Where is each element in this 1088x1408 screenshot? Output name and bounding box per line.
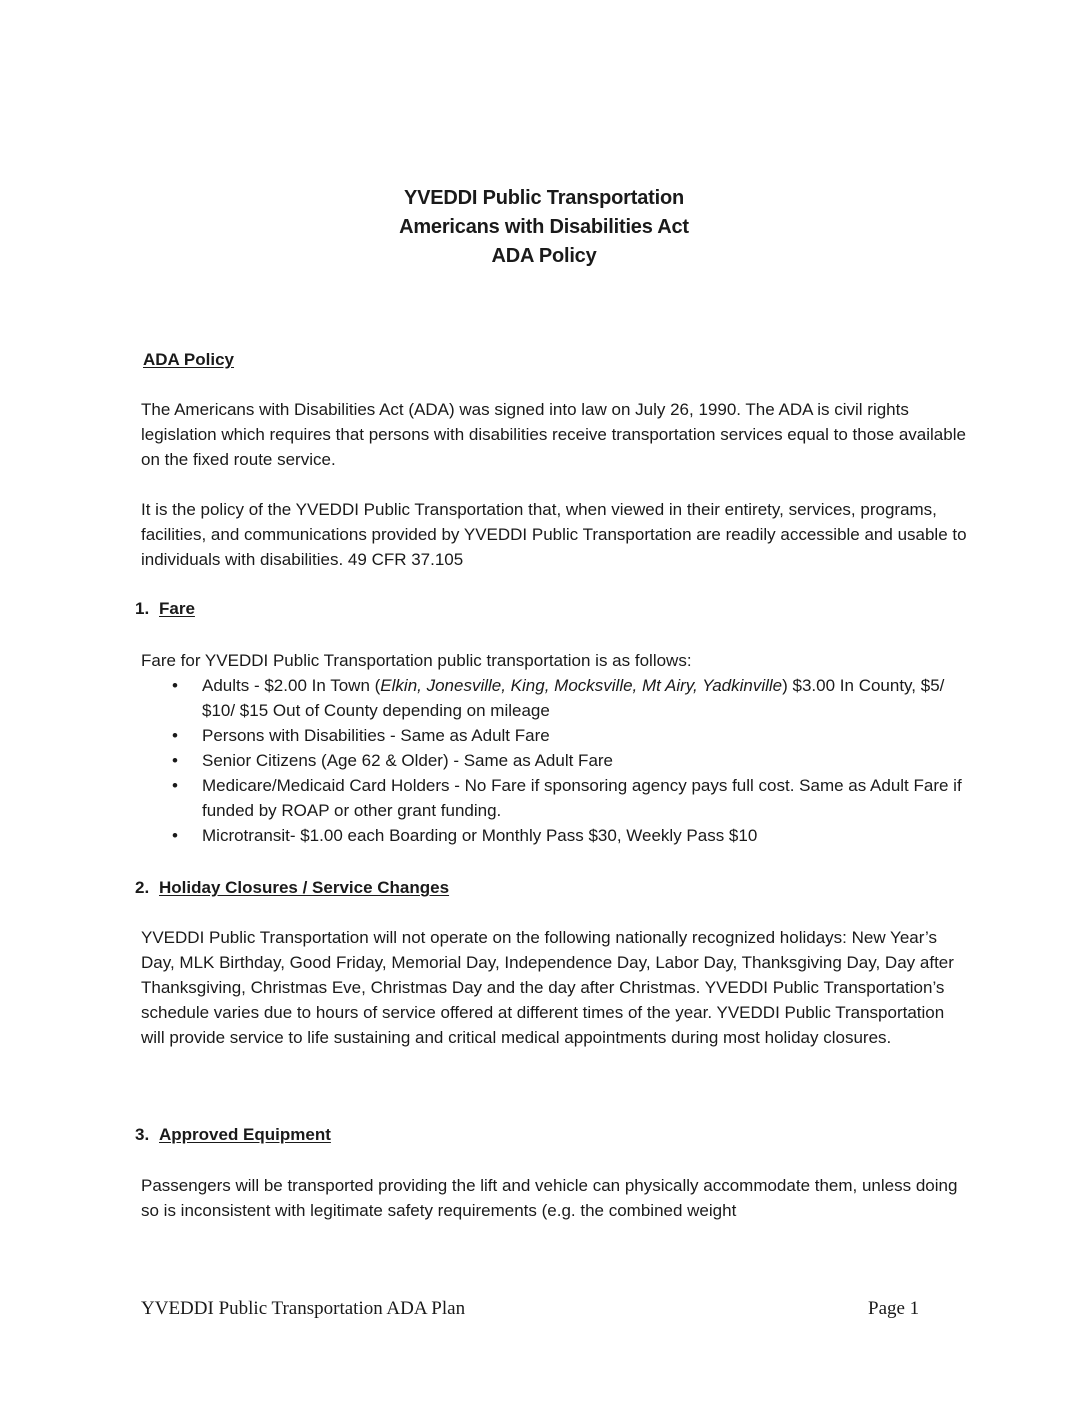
fare-heading-text: Fare [159,599,195,618]
footer-document-name: YVEDDI Public Transportation ADA Plan [141,1298,466,1319]
fare-medicare-text: Medicare/Medicaid Card Holders - No Fare if sponsoring agency pays full cost. Same as Adult Fare if funded by ROAP or other grant funding. [202,776,962,820]
fare-item-medicare [170,773,980,823]
fare-item-microtransit [170,823,980,848]
fare-intro: Fare for YVEDDI Public Transportation public transportation is as follows: [141,651,692,670]
ada-policy-heading-text: ADA Policy [143,350,235,369]
fare-item-adults [170,673,980,723]
title-line-3: ADA Policy [491,245,597,267]
fare-microtransit-text: Microtransit- $1.00 each Boarding or Monthly Pass $30, Weekly Pass $10 [202,826,758,845]
bullet-icon: • [172,726,178,745]
fare-adults-towns: Elkin, Jonesville, King, Mocksville, Mt Airy, Yadkinville [380,676,783,695]
footer-page-number: Page 1 [868,1298,920,1319]
fare-disabilities-text: Persons with Disabilities - Same as Adult Fare [202,726,550,745]
holiday-number: 2. [135,878,150,897]
fare-seniors-text: Senior Citizens (Age 62 & Older) - Same as Adult Fare [202,751,614,770]
bullet-icon: • [172,751,178,770]
fare-adults-prefix: Adults - $2.00 In Town ( [202,676,381,695]
fare-list [170,673,980,848]
bullet-icon: • [172,776,178,795]
bullet-icon: • [172,676,178,695]
ada-policy-heading [143,349,234,371]
holiday-heading-text: Holiday Closures / Service Changes [159,878,450,897]
ada-policy-paragraph-1: The Americans with Disabilities Act (ADA) was signed into law on July 26, 1990. The ADA is civil rights legislation which requires that persons with disabilities receive transportation services equal to those available on the fixed route service. [141,400,966,469]
holiday-paragraph: YVEDDI Public Transportation will not operate on the following nationally recognized holidays: New Year’s Day, MLK Birthday, Good Friday, Memorial Day, Independence Day, Labor Day, Thanksgiving Day, Day after Thanksgiving, Christmas Eve, Christmas Day and the day after Christmas. YVEDDI Public Transportation’s schedule varies due to hours of service offered at different times of the year. YVEDDI Public Transportation will provide service to life sustaining and critical medical appointments during most holiday closures. [141,928,954,1047]
document-title [0,184,1088,271]
holiday-heading [135,877,449,899]
fare-item-disabilities [170,723,980,748]
equipment-number: 3. [135,1125,150,1144]
equipment-heading-text: Approved Equipment [159,1125,331,1144]
fare-adults-suffix: ) $3.00 In County, $5/ $10/ $15 Out of County depending on mileage [202,676,945,720]
title-line-1: YVEDDI Public Transportation [404,187,684,209]
title-line-2: Americans with Disabilities Act [399,216,689,238]
fare-item-seniors [170,748,980,773]
fare-number: 1. [135,599,150,618]
equipment-paragraph: Passengers will be transported providing the lift and vehicle can physically accommodate them, unless doing so is inconsistent with legitimate safety requirements (e.g. the combined weight [141,1176,958,1220]
bullet-icon: • [172,826,178,845]
fare-heading [135,598,195,620]
equipment-heading [135,1124,331,1146]
ada-policy-paragraph-2: It is the policy of the YVEDDI Public Transportation that, when viewed in their entirety, services, programs, facilities, and communications provided by YVEDDI Public Transportation are readily accessible and usable to individuals with disabilities. 49 CFR 37.105 [141,500,967,569]
